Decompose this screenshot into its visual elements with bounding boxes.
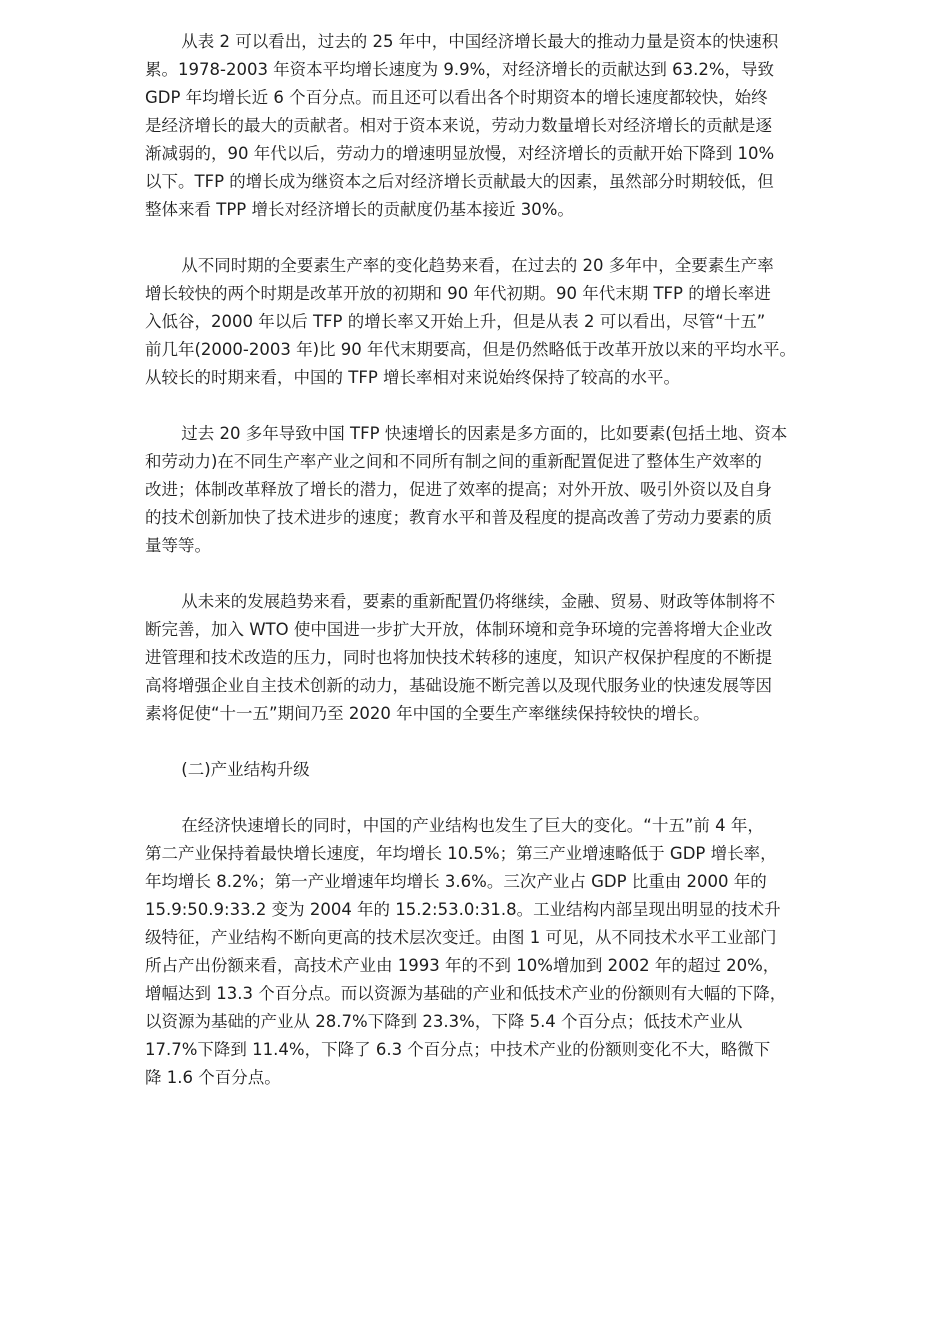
paragraph-future-outlook: 从未来的发展趋势来看，要素的重新配置仍将继续，金融、贸易、财政等体制将不 断完善，加入 WTO 使中国进一步扩大开放，体制环境和竞争环境的完善将增大企业改 进管理和技术改造的压力，同时也将加快技术转移的速度，知识产权保护程度的不断提 高将增强企业自主技术创新的动力，基础设施不断完善以及现代服务业的快速发展等因 素将促使“十一五”期间乃至 2020 年中国的全要生产率继续保持较快的增长。 bbox=[145, 592, 776, 723]
paragraph-capital-contribution: 从表 2 可以看出，过去的 25 年中，中国经济增长最大的推动力量是资本的快速积 累。1978-2003 年资本平均增长速度为 9.9%，对经济增长的贡献达到 63.2%，导致 GDP 年均增长近 6 个百分点。而且还可以看出各个时期资本的增长速度都较快，始终 是经济增长的最大的贡献者。相对于资本来说，劳动力数量增长对经济增长的贡献是逐 渐减弱的，90 年代以后，劳动力的增速明显放慢，对经济增长的贡献开始下降到 10% 以下。TFP 的增长成为继资本之后对经济增长贡献最大的因素，虽然部分时期较低，但 整体来看 TPP 增长对经济增长的贡献度仍基本接近 30%。 bbox=[145, 32, 779, 219]
paragraph-tfp-trend: 从不同时期的全要素生产率的变化趋势来看，在过去的 20 多年中，全要素生产率 增长较快的两个时期是改革开放的初期和 90 年代初期。90 年代末期 TFP 的增长率进 入低谷，2000 年以后 TFP 的增长率又开始上升，但是从表 2 可以看出，尽管“十五” 前几年(2000-2003 年)比 90 年代末期要高，但是仍然略低于改革开放以来的平均水平。 从较长的时期来看，中国的 TFP 增长率相对来说始终保持了较高的水平。 bbox=[145, 256, 797, 387]
section-heading: (二)产业结构升级 bbox=[181, 760, 310, 779]
document-page bbox=[145, 28, 885, 1120]
paragraph-tfp-factors: 过去 20 多年导致中国 TFP 快速增长的因素是多方面的，比如要素(包括土地、资本 和劳动力)在不同生产率产业之间和不同所有制之间的重新配置促进了整体生产效率的 改进；体制改革释放了增长的潜力，促进了效率的提高；对外开放、吸引外资以及自身 的技术创新加快了技术进步的速度；教育水平和普及程度的提高改善了劳动力要素的质 量等等。 bbox=[145, 424, 788, 555]
paragraph-industrial-structure: 在经济快速增长的同时，中国的产业结构也发生了巨大的变化。“十五”前 4 年， 第二产业保持着最快增长速度，年均增长 10.5%；第三产业增速略低于 GDP 增长率， 年均增长 8.2%；第一产业增速年均增长 3.6%。三次产业占 GDP 比重由 2000 年的 15.9:50.9:33.2 变为 2004 年的 15.2:53.0:31.8。工业结构内部呈现出明显的技术升 级特征，产业结构不断向更高的技术层次变迁。由图 1 可见，从不同技术水平工业部门 所占产出份额来看，高技术产业由 1993 年的不到 10%增加到 2002 年的超过 20%， 增幅达到 13.3 个百分点。而以资源为基础的产业和低技术产业的份额则有大幅的下降， 以资源为基础的产业从 28.7%下降到 23.3%，下降 5.4 个百分点；低技术产业从 17.7%下降到 11.4%，下降了 6.3 个百分点；中技术产业的份额则变化不大，略微下 降 1.6 个百分点。 bbox=[145, 816, 787, 1087]
